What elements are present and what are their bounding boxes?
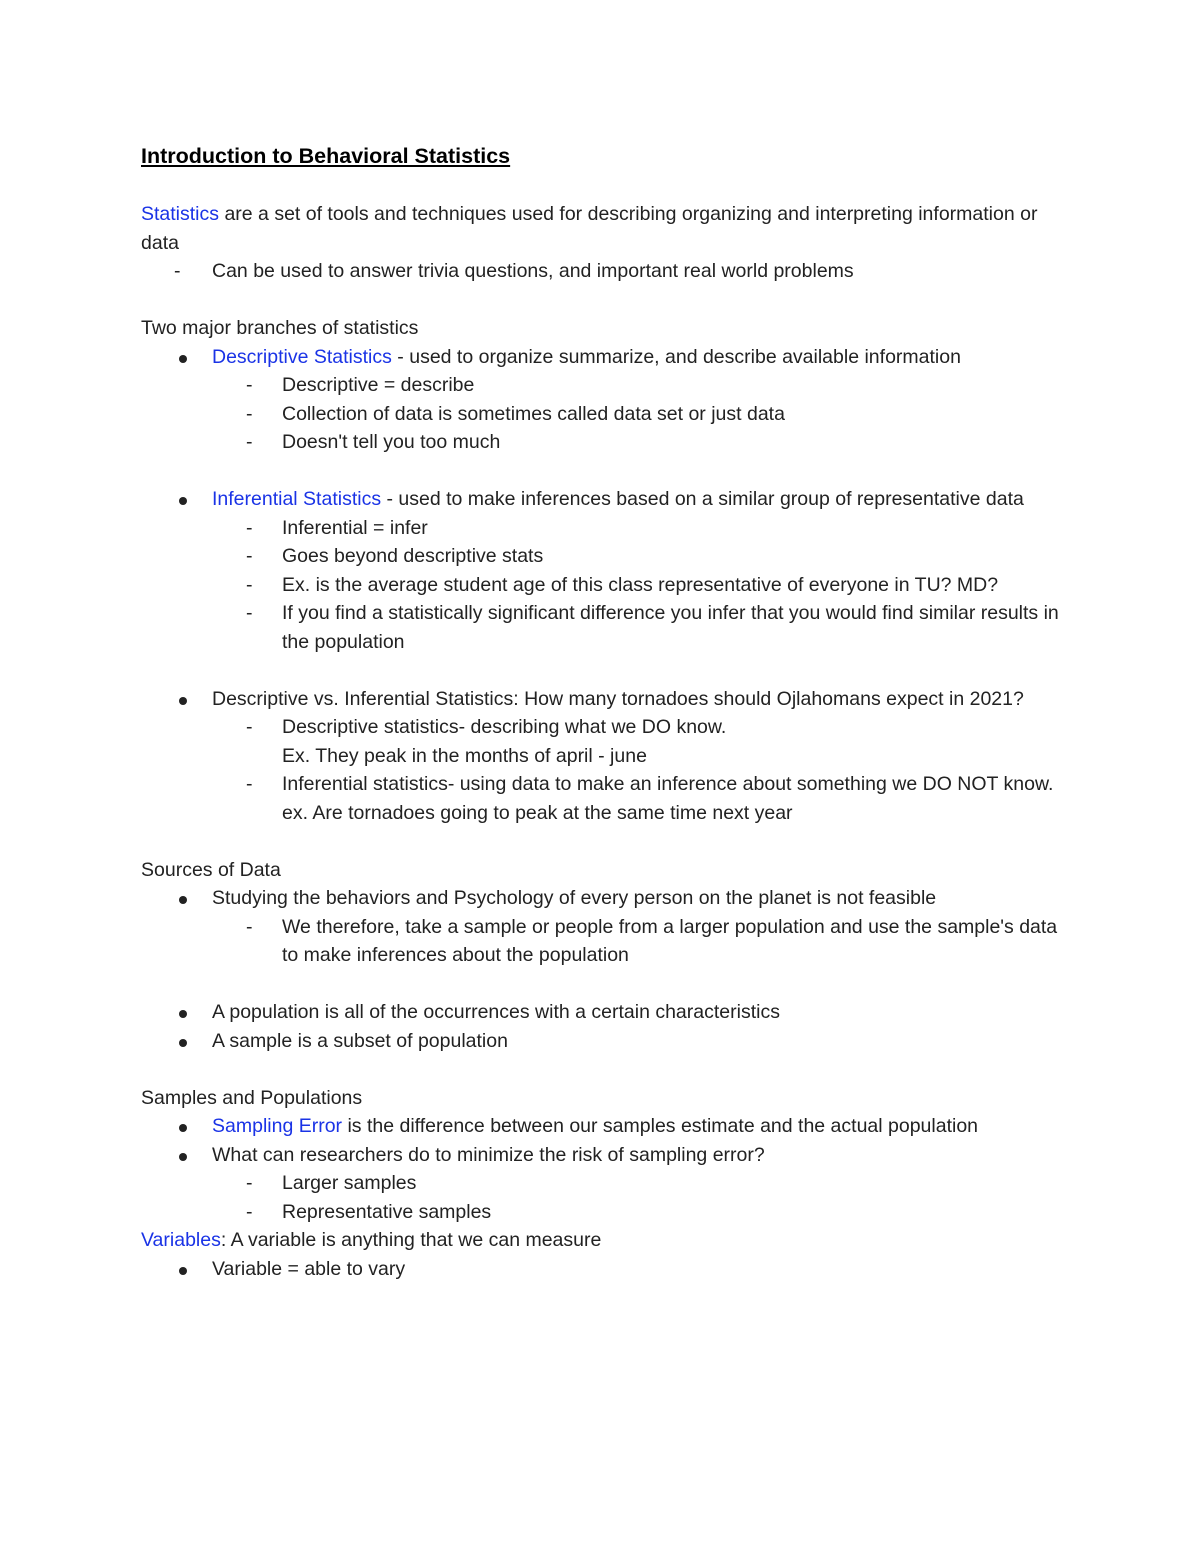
list-item [141, 1112, 1071, 1141]
bullet-icon [179, 697, 187, 705]
dash-marker: - [246, 402, 253, 425]
sub-item-text: Inferential statistics- using data to make an inference about something we DO NOT know. [282, 773, 1054, 795]
bullet-icon [179, 1124, 187, 1132]
sub-item-text: Descriptive statistics- describing what we DO know. [282, 716, 727, 738]
dash-marker: - [246, 573, 253, 596]
intro-sub-text: Can be used to answer trivia questions, and important real world problems [212, 260, 854, 282]
term-statistics: Statistics [141, 203, 220, 225]
bullet-text: Studying the behaviors and Psychology of every person on the planet is not feasible [212, 887, 937, 909]
sub-item-text: Descriptive = describe [282, 374, 475, 396]
list-item [141, 343, 1071, 372]
list-item [141, 1027, 1071, 1056]
term-inferential-statistics: Inferential Statistics [212, 488, 382, 510]
list-item [141, 713, 1071, 770]
list-item [141, 1255, 1071, 1284]
dash-marker: - [246, 1200, 253, 1223]
dash-marker: - [246, 1172, 253, 1194]
inferential-text: - used to make inferences based on a similar group of representative data [381, 488, 1024, 510]
sub-item-text: Goes beyond descriptive stats [282, 545, 544, 567]
list-item [141, 1169, 1071, 1198]
dash-marker: - [246, 431, 253, 453]
sub-item-continuation: Ex. They peak in the months of april - june [282, 744, 647, 767]
sub-item-text: If you find a statistically significant difference you infer that you would find similar results in the population [282, 602, 1059, 653]
list-item [141, 1198, 1071, 1227]
variables-paragraph [141, 1226, 1071, 1255]
bullet-icon [179, 1153, 187, 1161]
dash-marker: - [246, 516, 253, 539]
bullet-text: A population is all of the occurrences with a certain characteristics [212, 1001, 780, 1023]
sub-item-text: We therefore, take a sample or people from a larger population and use the sample's data to make inferences about the population [282, 915, 1058, 966]
dash-marker: - [174, 260, 181, 282]
bullet-icon [179, 497, 187, 505]
section-heading-branches: Two major branches of statistics [141, 317, 419, 339]
list-item [141, 599, 1071, 656]
list-item [141, 571, 1071, 600]
list-item [141, 400, 1071, 429]
list-item [141, 884, 1071, 913]
sub-item-text: Ex. is the average student age of this class representative of everyone in TU? MD? [282, 573, 999, 596]
section-heading-samples: Samples and Populations [141, 1086, 363, 1109]
list-item [141, 428, 1071, 457]
list-item [141, 485, 1071, 514]
sub-item-text: Inferential = infer [282, 516, 428, 539]
term-variables: Variables [141, 1229, 221, 1251]
list-item [141, 770, 1071, 827]
bullet-text: A sample is a subset of population [212, 1029, 508, 1052]
list-item [141, 257, 1071, 286]
bullet-icon [179, 355, 187, 363]
bullet-icon [179, 896, 187, 904]
list-item [141, 1141, 1071, 1170]
sub-item-text: Collection of data is sometimes called data set or just data [282, 402, 785, 425]
list-item [141, 371, 1071, 400]
sub-item-continuation: ex. Are tornadoes going to peak at the same time next year [282, 801, 793, 824]
sub-item-text: Larger samples [282, 1172, 417, 1194]
bullet-text: is the difference between our samples estimate and the actual population [342, 1115, 979, 1137]
bullet-text: What can researchers do to minimize the risk of sampling error? [212, 1143, 765, 1166]
versus-text: Descriptive vs. Inferential Statistics: How many tornadoes should Ojlahomans expect in 2021? [212, 687, 1024, 710]
dash-marker: - [246, 716, 253, 738]
list-item [141, 514, 1071, 543]
bullet-icon [179, 1010, 187, 1018]
list-item [141, 913, 1071, 970]
descriptive-text: - used to organize summarize, and describe available information [391, 345, 961, 368]
bullet-text: Variable = able to vary [212, 1257, 406, 1280]
term-descriptive-statistics: Descriptive Statistics [212, 345, 392, 368]
dash-marker: - [246, 773, 253, 795]
dash-marker: - [246, 915, 253, 938]
list-item [141, 542, 1071, 571]
list-item [141, 998, 1071, 1027]
section-heading-sources: Sources of Data [141, 858, 281, 881]
dash-marker: - [246, 545, 253, 567]
page-title: Introduction to Behavioral Statistics [141, 144, 511, 168]
bullet-icon [179, 1267, 187, 1275]
sub-item-text: Representative samples [282, 1200, 492, 1223]
document-body [141, 200, 1071, 1283]
dash-marker: - [246, 374, 253, 396]
variables-text: : A variable is anything that we can measure [220, 1229, 602, 1251]
bullet-icon [179, 1039, 187, 1047]
intro-paragraph [141, 200, 1071, 257]
list-item [141, 685, 1071, 714]
sub-item-text: Doesn't tell you too much [282, 431, 501, 453]
term-sampling-error: Sampling Error [212, 1115, 343, 1137]
intro-text: are a set of tools and techniques used for describing organizing and interpreting information or data [141, 203, 1038, 254]
dash-marker: - [246, 602, 253, 624]
